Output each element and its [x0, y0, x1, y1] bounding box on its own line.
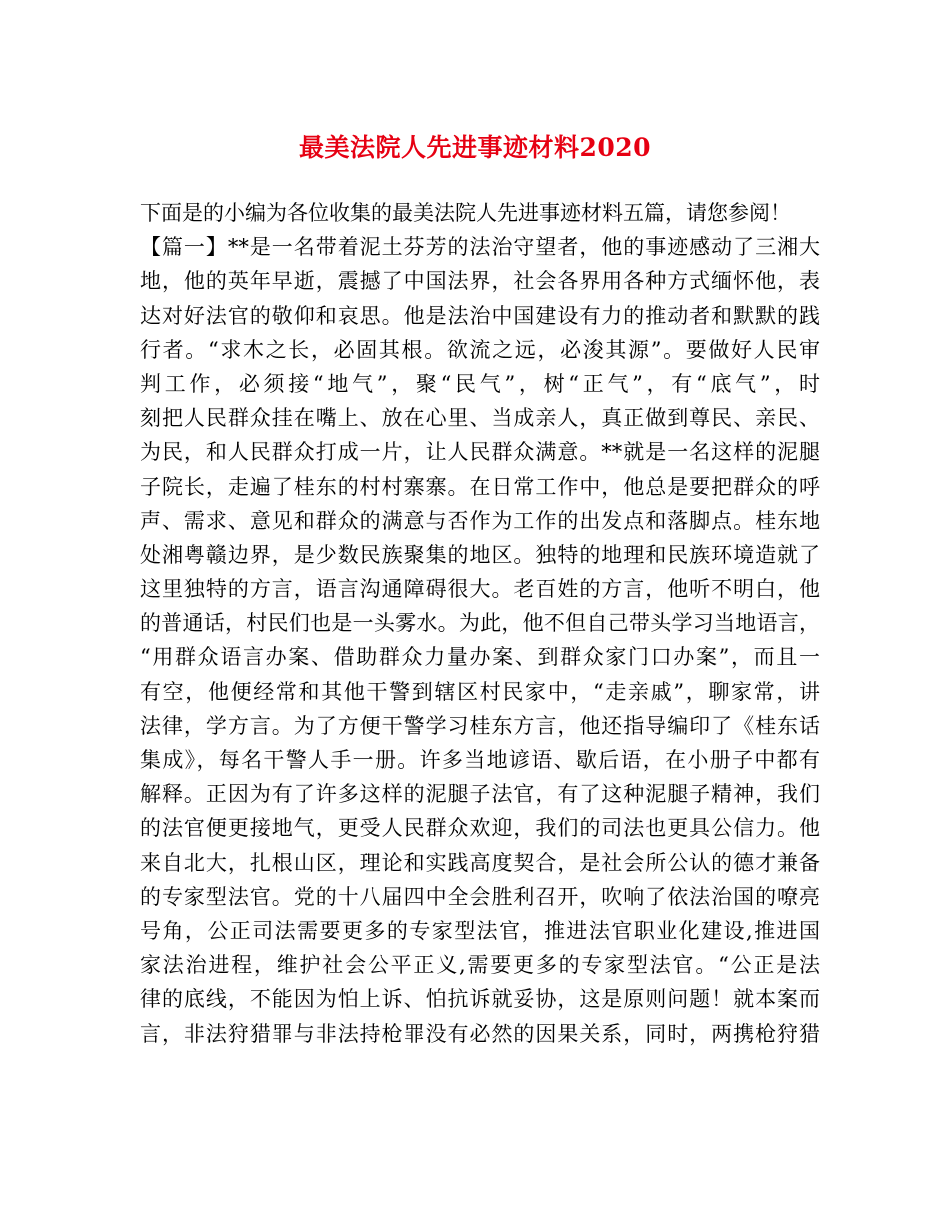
body-line: 判工作，必须接“地气”，聚“民气”，树“正气”，有“底气”，时 — [140, 371, 820, 396]
body-line: 号角，公正司法需要更多的专家型法官，推进法官职业化建设,推进国 — [140, 918, 820, 943]
body-line: 声、需求、意见和群众的满意与否作为工作的出发点和落脚点。桂东地 — [140, 508, 820, 533]
body-line: 家法治进程，维护社会公平正义,需要更多的专家型法官。“公正是法 — [140, 953, 820, 978]
body-line: 达对好法官的敬仰和哀思。他是法治中国建设有力的推动者和默默的践 — [140, 303, 820, 328]
body-line: 这里独特的方言，语言沟通障碍很大。老百姓的方言，他听不明白，他 — [140, 577, 820, 602]
body-line: 【篇一】**是一名带着泥土芬芳的法治守望者，他的事迹感动了三湘大 — [140, 235, 820, 260]
body-line: 律的底线，不能因为怕上诉、怕抗诉就妥协，这是原则问题！就本案而 — [140, 987, 820, 1012]
body-line: 的普通话，村民们也是一头雾水。为此，他不但自己带头学习当地语言， — [140, 611, 820, 636]
body-line: 刻把人民群众挂在嘴上、放在心里、当成亲人，真正做到尊民、亲民、 — [140, 406, 820, 431]
body-line: 下面是的小编为各位收集的最美法院人先进事迹材料五篇，请您参阅！ — [140, 201, 791, 225]
body-line: 来自北大，扎根山区，理论和实践高度契合，是社会所公认的德才兼备 — [140, 850, 820, 875]
body-line: 行者。“求木之长，必固其根。欲流之远，必浚其源”。要做好人民审 — [140, 337, 820, 362]
body-line: 有空，他便经常和其他干警到辖区村民家中，“走亲戚”，聊家常，讲 — [140, 679, 820, 704]
body-line: 为民，和人民群众打成一片，让人民群众满意。**就是一名这样的泥腿 — [140, 440, 820, 465]
body-line: 的专家型法官。党的十八届四中全会胜利召开，吹响了依法治国的嘹亮 — [140, 884, 820, 909]
document-title: 最美法院人先进事迹材料2020 — [298, 133, 652, 162]
body-line: 子院长，走遍了桂东的村村寨寨。在日常工作中，他总是要把群众的呼 — [140, 474, 820, 499]
document-body — [140, 196, 820, 1051]
body-line: 法律，学方言。为了方便干警学习桂东方言，他还指导编印了《桂东话 — [140, 713, 820, 738]
body-line: 解释。正因为有了许多这样的泥腿子法官，有了这种泥腿子精神，我们 — [140, 782, 820, 807]
body-line: “用群众语言办案、借助群众力量办案、到群众家门口办案”，而且一 — [140, 645, 820, 670]
body-line: 集成》，每名干警人手一册。许多当地谚语、歇后语，在小册子中都有 — [140, 748, 820, 772]
body-line: 地，他的英年早逝，震撼了中国法界，社会各界用各种方式缅怀他，表 — [140, 269, 820, 294]
body-line: 言，非法狩猎罪与非法持枪罪没有必然的因果关系，同时，两携枪狩猎 — [140, 1021, 820, 1046]
body-line: 处湘粤赣边界，是少数民族聚集的地区。独特的地理和民族环境造就了 — [140, 542, 820, 567]
body-line: 的法官便更接地气，更受人民群众欢迎，我们的司法也更具公信力。他 — [140, 816, 820, 841]
